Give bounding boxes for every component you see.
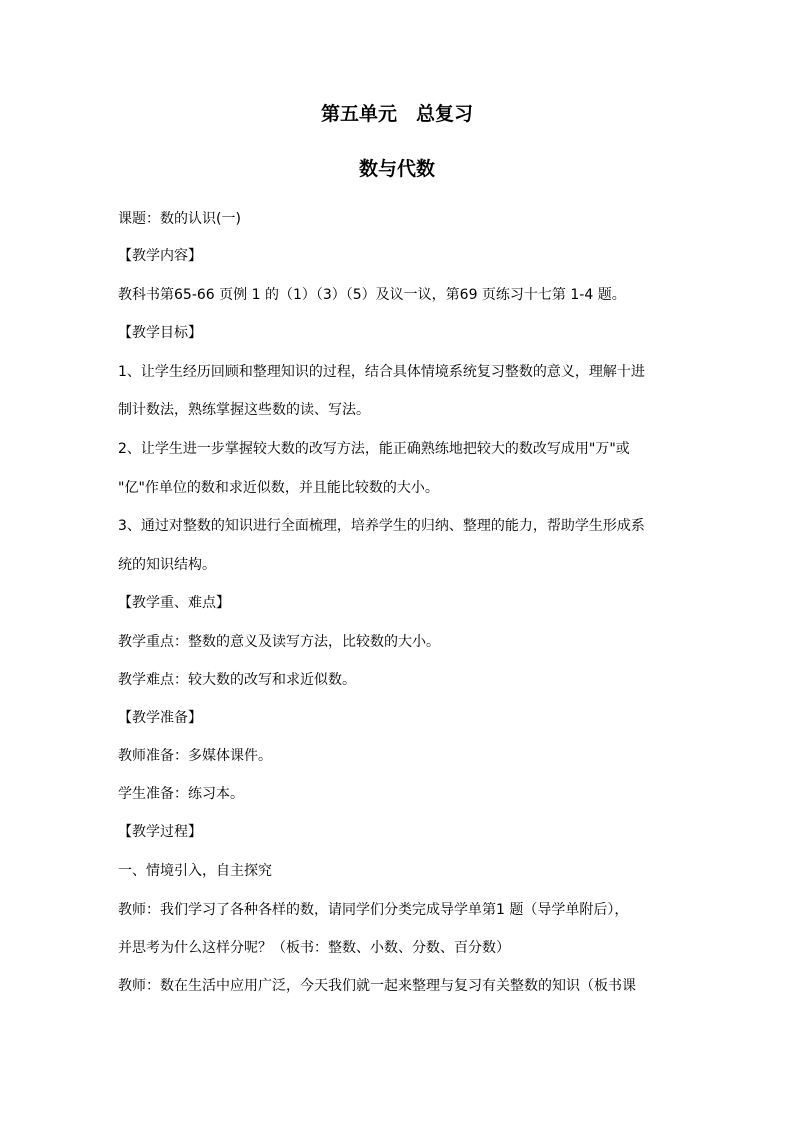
heading-teaching-process: 【教学过程】 <box>118 824 202 840</box>
paragraph-line: 教师准备：多媒体课件。 <box>118 748 272 764</box>
heading-teaching-content: 【教学内容】 <box>118 248 202 264</box>
paragraph-line: 教科书第65-66 页例 1 的（1）（3）（5）及议一议，第69 页练习十七第 1-4 题。 <box>118 287 626 303</box>
paragraph-line: 教师：我们学习了各种各样的数，请同学们分类完成导学单第1 题（导学单附后）， <box>118 902 629 918</box>
lesson-topic: 课题：数的认识(一) <box>118 211 241 227</box>
paragraph-line: 3、通过对整数的知识进行全面梳理，培养学生的归纳、整理的能力，帮助学生形成系 <box>118 518 645 534</box>
paragraph-line: 学生准备：练习本。 <box>118 786 244 802</box>
paragraph-line: "亿"作单位的数和求近似数，并且能比较数的大小。 <box>118 480 439 496</box>
heading-preparation: 【教学准备】 <box>118 710 202 726</box>
heading-key-points: 【教学重、难点】 <box>118 595 230 611</box>
heading-teaching-goals: 【教学目标】 <box>118 325 202 341</box>
section-title: 数与代数 <box>358 158 435 180</box>
paragraph-line: 2、让学生进一步掌握较大数的改写方法，能正确熟练地把较大的数改写成用"万"或 <box>118 441 630 457</box>
paragraph-line: 教师：数在生活中应用广泛，今天我们就一起来整理与复习有关整数的知识（板书课 <box>118 978 636 994</box>
paragraph-line: 制计数法，熟练掌握这些数的读、写法。 <box>118 402 370 418</box>
paragraph-line: 一、情境引入，自主探究 <box>118 863 272 879</box>
paragraph-line: 教学难点：较大数的改写和求近似数。 <box>118 672 356 688</box>
paragraph-line: 教学重点：整数的意义及读写方法，比较数的大小。 <box>118 634 440 650</box>
paragraph-line: 统的知识结构。 <box>118 557 216 573</box>
unit-title: 第五单元 总复习 <box>320 103 473 125</box>
paragraph-line: 1、让学生经历回顾和整理知识的过程，结合具体情境系统复习整数的意义，理解十进 <box>118 364 645 380</box>
paragraph-line: 并思考为什么这样分呢？（板书：整数、小数、分数、百分数） <box>118 940 510 956</box>
